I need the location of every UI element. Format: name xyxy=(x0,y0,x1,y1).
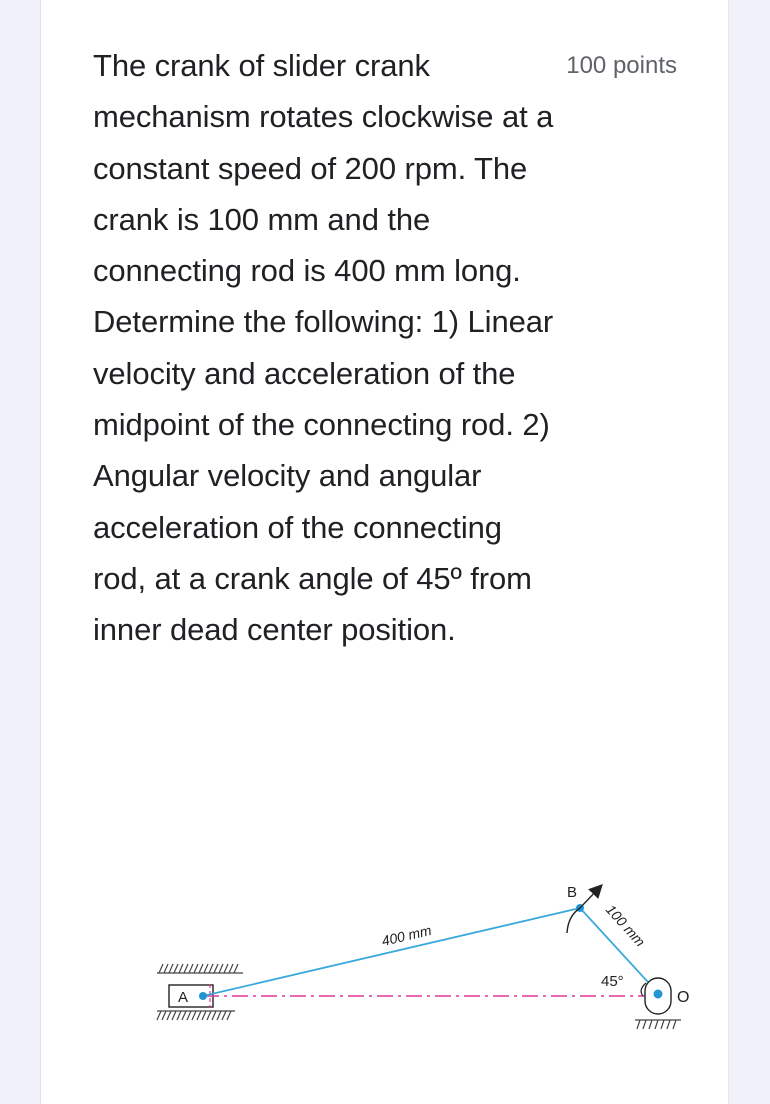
question-text: The crank of slider crank mechanism rotates clockwise at a constant speed of 200 rpm. The crank is 100 mm and the connecting rod is 400 mm long. Determine the following: 1) Linear velocity and acceleration of the midpoint of the connecting rod. 2) Angular velocity and angular acceleration of the connecting rod, at a crank angle of 45º from inner dead center position. xyxy=(93,48,554,648)
pin-a xyxy=(199,992,207,1000)
point-a-label: A xyxy=(178,989,189,1006)
pin-o xyxy=(654,990,663,999)
points-label: 100 points xyxy=(566,52,677,79)
ground-hatching xyxy=(635,1020,681,1029)
slider-crank-diagram xyxy=(111,870,690,1070)
point-b-label: B xyxy=(567,884,578,901)
point-o-label: O xyxy=(677,989,690,1006)
crank-length-label: 100 mm xyxy=(602,901,649,950)
angle-label: 45° xyxy=(601,973,624,990)
lower-guide-hatching xyxy=(157,1011,235,1020)
rod-length-label: 400 mm xyxy=(380,921,433,949)
question-card xyxy=(40,0,729,1104)
upper-guide-hatching xyxy=(157,964,243,973)
connecting-rod xyxy=(203,908,580,996)
